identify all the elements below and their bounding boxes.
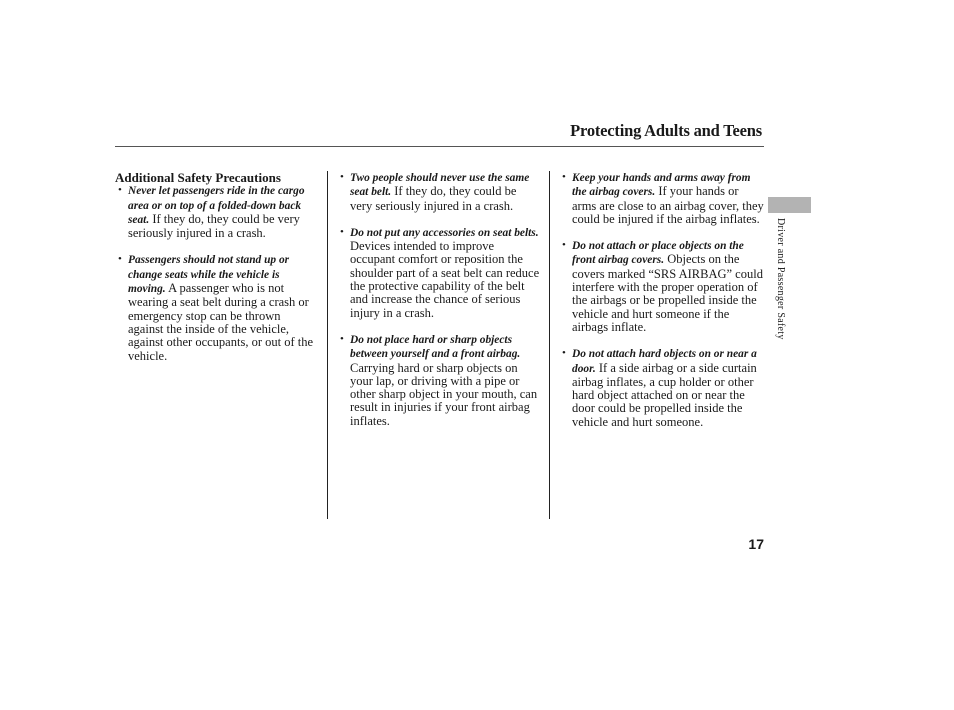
list-item	[337, 333, 541, 428]
column-divider	[549, 171, 550, 519]
item-text: If they do, they could be very seriously injured in a crash.	[128, 211, 300, 241]
section-tab	[768, 197, 811, 213]
page-title: Protecting Adults and Teens	[570, 121, 762, 140]
list-item	[559, 347, 764, 429]
column-2	[337, 171, 541, 441]
bullet-icon: •	[340, 171, 344, 183]
item-lead: Keep your hands and arms away from the airbag covers.	[572, 172, 751, 199]
item-text: Devices intended to improve occupant comfort or reposition the shoulder part of a seat belt can reduce the protective capability of the belt and increase the chance of serious injury in a crash.	[350, 239, 540, 320]
list-item	[559, 239, 764, 334]
item-lead: Do not place hard or sharp objects between yourself and a front airbag.	[350, 333, 521, 361]
item-text: Objects on the covers marked “SRS AIRBAG” could interfere with the proper operation of the airbags or be propelled inside the vehicle and hurt someone if the airbags inflate.	[572, 252, 763, 334]
bullet-icon: •	[118, 184, 122, 197]
item-lead: Do not attach or place objects on the front airbag covers.	[572, 240, 744, 267]
title-rule	[115, 146, 764, 147]
list-item	[115, 253, 319, 362]
list-item	[337, 171, 541, 213]
bullet-icon: •	[340, 225, 344, 238]
bullet-icon: •	[562, 347, 566, 360]
list-item	[115, 184, 319, 240]
item-text: If your hands or arms are close to an airbag cover, they could be injured if the airbag inflates.	[572, 184, 764, 226]
item-lead: Do not put any accessories on seat belts.	[350, 226, 539, 239]
bullet-icon: •	[562, 171, 566, 183]
item-text: Carrying hard or sharp objects on your lap, or driving with a pipe or other sharp object in your mouth, can result in injuries if your front airbag inflates.	[350, 360, 538, 428]
column-1	[115, 171, 319, 376]
page-number: 17	[748, 536, 764, 552]
section-heading: Additional Safety Precautions	[115, 170, 281, 185]
bullet-icon: •	[118, 253, 122, 266]
item-lead: Passengers should not stand up or change seats while the vehicle is moving.	[128, 254, 290, 296]
bullet-icon: •	[340, 332, 344, 345]
item-lead: Never let passengers ride in the cargo area or on top of a folded-down back seat.	[128, 185, 305, 226]
section-tab-label: Driver and Passenger Safety	[775, 218, 786, 340]
item-text: If they do, they could be very seriously injured in a crash.	[350, 184, 517, 213]
list-item	[337, 226, 541, 320]
item-lead: Two people should never use the same seat belt.	[350, 172, 530, 199]
list-item	[559, 171, 764, 226]
column-3	[559, 171, 764, 442]
item-text: If a side airbag or a side curtain airbag inflates, a cup holder or other hard object attached on or near the door could be propelled inside the vehicle and hurt someone.	[572, 360, 757, 429]
item-lead: Do not attach hard objects on or near a door.	[572, 348, 757, 375]
bullet-icon: •	[562, 239, 566, 252]
column-divider	[327, 171, 328, 519]
item-text: A passenger who is not wearing a seat belt during a crash or emergency stop can be thrown against the inside of the vehicle, against other occupants, or out of the vehicle.	[128, 281, 314, 363]
